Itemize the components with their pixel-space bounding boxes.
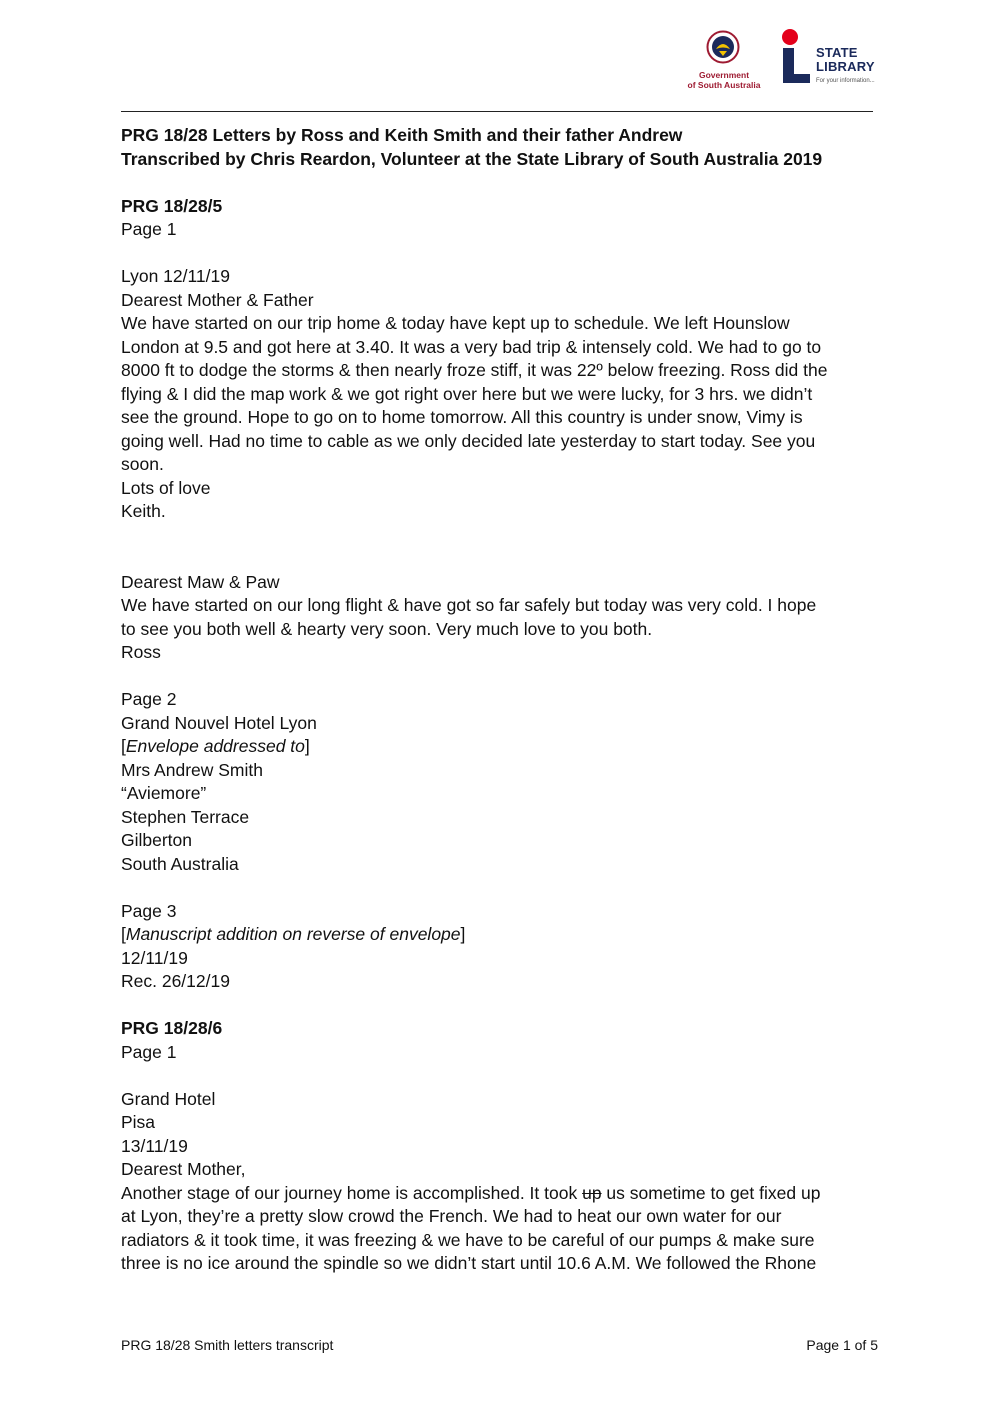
letter-line: radiators & it took time, it was freezing & we have to be careful of our pumps & make sure xyxy=(121,1229,815,1250)
letter-line: We have started on our trip home & today have kept up to schedule. We left Hounslow xyxy=(121,313,790,333)
signature: Keith. xyxy=(121,501,166,521)
letter-line: going well. Had no time to cable as we only decided late yesterday to start today. See you xyxy=(121,430,816,451)
letter-line: soon. xyxy=(121,454,164,474)
document-title-line2: Transcribed by Chris Reardon, Volunteer at the State Library of South Australia 2019 xyxy=(121,148,823,169)
state-library-logo-text: STATE LIBRARY xyxy=(816,45,875,74)
footer-title: PRG 18/28 Smith letters transcript xyxy=(121,1337,334,1353)
editorial-note: [Manuscript addition on reverse of envelope] xyxy=(121,924,466,944)
letter-line: three is no ice around the spindle so we didn’t start until 10.6 A.M. We followed the Rhone xyxy=(121,1253,817,1273)
letter-line: at Lyon, they’re a pretty slow crowd the French. We had to heat our own water for our xyxy=(121,1206,782,1226)
government-sa-logo xyxy=(684,30,764,92)
heading-line: 13/11/19 xyxy=(121,1135,188,1156)
crest-icon xyxy=(706,30,740,64)
manuscript-received: Rec. 26/12/19 xyxy=(121,971,230,991)
section-ref: PRG 18/28/6 xyxy=(121,1018,223,1038)
address-line: Stephen Terrace xyxy=(121,806,250,827)
manuscript-date: 12/11/19 xyxy=(121,947,188,968)
state-library-logo xyxy=(778,28,884,94)
state-library-l-icon xyxy=(778,28,812,92)
letter-line: Another stage of our journey home is accomplished. It took up us sometime to get fixed up xyxy=(121,1182,821,1203)
header-rule xyxy=(121,111,873,112)
page-label: Page 1 xyxy=(121,1041,177,1062)
page-label: Page 1 xyxy=(121,219,177,239)
letter-line: see the ground. Hope to go on to home tomorrow. All this country is under snow, Vimy is xyxy=(121,407,803,427)
heading-line: Pisa xyxy=(121,1112,156,1132)
government-logo-text: Government of South Australia xyxy=(687,70,761,90)
salutation: Dearest Mother & Father xyxy=(121,289,314,310)
letter-line: 8000 ft to dodge the storms & then nearly froze stiff, it was 22º below freezing. Ross did the xyxy=(121,360,828,380)
document-title-line1: PRG 18/28 Letters by Ross and Keith Smith and their father Andrew xyxy=(121,125,683,145)
header-logos xyxy=(684,24,884,96)
address-line: Mrs Andrew Smith xyxy=(121,759,263,780)
footer-page-number: Page 1 of 5 xyxy=(806,1337,878,1353)
signature: Ross xyxy=(121,642,161,662)
heading-line: Grand Hotel xyxy=(121,1088,216,1109)
address-line: “Aviemore” xyxy=(121,783,207,803)
salutation: Dearest Maw & Paw xyxy=(121,571,280,592)
address-line: Gilberton xyxy=(121,830,193,850)
editorial-note: [Envelope addressed to] xyxy=(121,736,310,756)
state-library-tagline: For your information... xyxy=(816,78,875,84)
page-label: Page 2 xyxy=(121,689,177,709)
salutation: Dearest Mother, xyxy=(121,1159,246,1179)
letter-line: flying & I did the map work & we got right over here but we were lucky, for 3 hrs. we didn’t xyxy=(121,383,813,404)
address-line: South Australia xyxy=(121,853,239,874)
letter-line: London at 9.5 and got here at 3.40. It was a very bad trip & intensely cold. We had to go to xyxy=(121,336,822,357)
closing: Lots of love xyxy=(121,477,211,498)
transcript-body xyxy=(121,124,881,1276)
place-date: Lyon 12/11/19 xyxy=(121,266,230,286)
letter-line: to see you both well & hearty very soon. Very much love to you both. xyxy=(121,618,653,639)
letter-line: We have started on our long flight & have got so far safely but today was very cold. I hope xyxy=(121,595,817,615)
hotel-name: Grand Nouvel Hotel Lyon xyxy=(121,712,317,733)
page-label: Page 3 xyxy=(121,900,177,921)
section-ref: PRG 18/28/5 xyxy=(121,195,223,216)
struck-word: up xyxy=(582,1182,602,1203)
